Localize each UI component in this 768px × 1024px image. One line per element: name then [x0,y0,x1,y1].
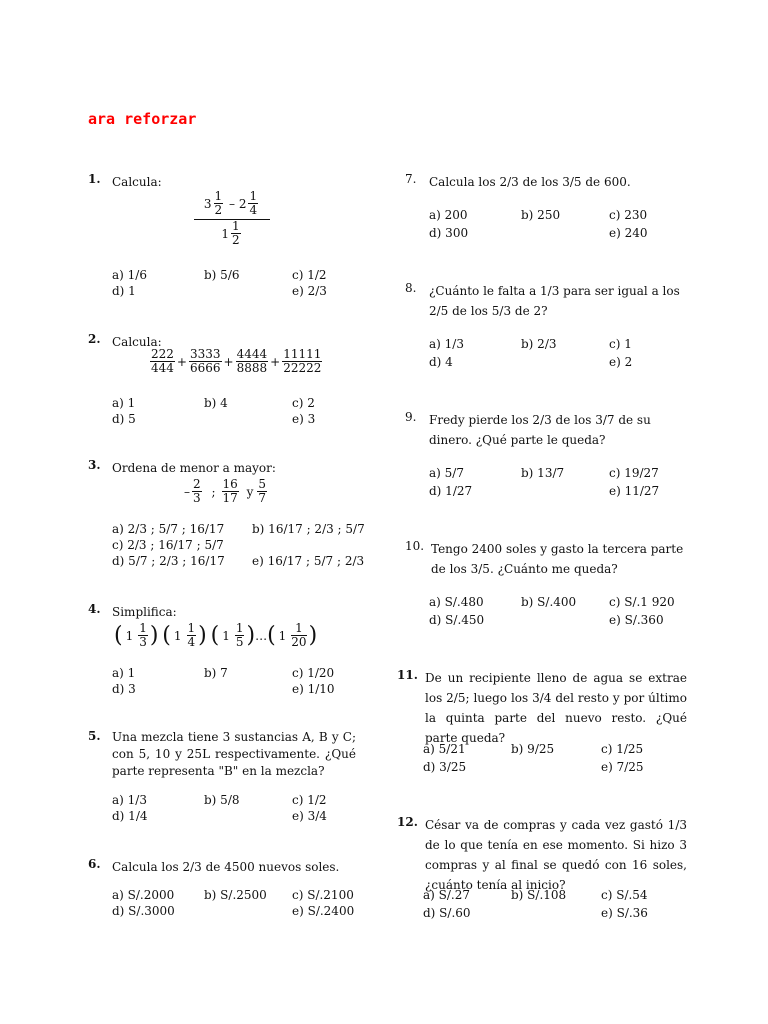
question-3 [88,458,368,573]
option-e[interactable]: e) 7/25 [601,760,644,774]
paren: ) [198,623,207,648]
option-a[interactable]: a) 1 [112,396,136,410]
option-c[interactable]: c) 2 [292,396,315,410]
question-number: 8. [405,281,417,295]
question-number: 1. [88,172,101,186]
paren: ) [149,623,159,648]
question-number: 11. [397,668,418,682]
option-d[interactable]: d) 1/4 [112,809,148,823]
option-b[interactable]: b) 2/3 [521,337,557,351]
fraction: $\frac{4444}{8888}$ [236,347,268,375]
fraction: $\frac{2}{3}$ [193,477,201,505]
option-d[interactable]: d) 5/7 ; 2/3 ; 16/17 [112,554,225,568]
question-text: César va de compras y cada vez gastó 1/3 de lo que tenía en ese momento. Si hizo 3 compras y al final se quedó con 16 soles, ¿cuánto tenía al inicio? [425,818,687,892]
option-d[interactable]: d) 4 [429,355,453,369]
math-term: 1 [222,628,230,643]
math-operator: + [270,354,281,369]
question-text: Ordena de menor a mayor: [112,461,276,475]
option-b[interactable]: b) 250 [521,208,561,222]
paren: ( [210,623,220,648]
option-b[interactable]: b) 16/17 ; 2/3 ; 5/7 [252,522,365,536]
math-term: 1 [221,226,229,241]
option-a[interactable]: a) S/.480 [429,595,484,609]
fraction: $\frac{11111}{22222}$ [283,347,322,375]
question-text: Calcula: [112,335,162,349]
question-2 [88,332,368,432]
option-e[interactable]: e) S/.360 [609,613,664,627]
question-text: Tengo 2400 soles y gasto la tercera parte de los 3/5. ¿Cuánto me queda? [431,542,684,576]
option-c[interactable]: c) 2/3 ; 16/17 ; 5/7 [112,538,224,552]
question-text: Fredy pierde los 2/3 de los 3/7 de su dinero. ¿Qué parte le queda? [429,413,651,447]
math-operator: – 2 [229,196,247,211]
fraction: $\frac{3333}{6666}$ [189,347,221,375]
conjunction: y [246,484,254,499]
fraction: $\frac{1}{3}$ [139,621,147,649]
product-expression [114,622,317,649]
option-a[interactable]: a) 1/3 [429,337,464,351]
paren: ) [308,623,318,648]
option-d[interactable]: d) 1 [112,284,136,298]
paren: ) [246,623,256,648]
option-e[interactable]: e) 1/10 [292,682,335,696]
option-d[interactable]: d) S/.3000 [112,904,175,918]
option-c[interactable]: c) 1/20 [292,666,335,680]
question-number: 7. [405,172,417,186]
math-term: 1 [173,628,182,643]
fraction: $\frac{5}{7}$ [258,477,267,505]
fraction: $\frac{1}{20}$ [291,621,307,649]
math-term: 1 [125,628,134,643]
question-text: Una mezcla tiene 3 sustancias A, B y C; con 5, 10 y 25L respectivamente. ¿Qué parte representa "B" en la mezcla? [112,730,356,778]
option-b[interactable]: b) 5/6 [204,268,240,282]
option-b[interactable]: b) 9/25 [511,742,555,756]
option-c[interactable]: c) 1 [609,337,632,351]
option-d[interactable]: d) S/.60 [423,906,471,920]
question-text: Calcula los 2/3 de los 3/5 de 600. [429,175,631,189]
question-10 [405,539,695,639]
paren: ( [267,623,276,648]
question-8 [405,281,695,381]
question-text: Simplifica: [112,605,177,619]
option-e[interactable]: e) 3 [292,412,316,426]
question-4 [88,602,368,702]
question-number: 6. [88,857,101,871]
question-number: 9. [405,410,417,424]
option-c[interactable]: c) S/.2100 [292,888,354,902]
option-d[interactable]: d) 3 [112,682,136,696]
option-b[interactable]: b) S/.108 [511,888,567,902]
fraction: $\frac{1}{4}$ [249,189,258,217]
option-a[interactable]: a) S/.2000 [112,888,175,902]
option-b[interactable]: b) 4 [204,396,228,410]
ellipsis: … [255,628,268,643]
fraction: $\frac{1}{2}$ [232,219,240,247]
option-a[interactable]: a) 5/21 [423,742,466,756]
option-c[interactable]: c) S/.54 [601,888,648,902]
option-e[interactable]: e) 3/4 [292,809,327,823]
option-b[interactable]: b) 5/8 [204,793,240,807]
question-6 [88,857,368,927]
option-c[interactable]: c) 1/25 [601,742,644,756]
page-title: ara reforzar [88,110,197,128]
separator: ; [211,484,216,499]
question-5 [88,729,368,829]
fraction: $\frac{1}{5}$ [235,621,244,649]
math-operator: – [184,484,190,499]
option-e[interactable]: e) S/.36 [601,906,648,920]
question-number: 2. [88,332,101,346]
option-c[interactable]: c) 230 [609,208,648,222]
question-12 [397,815,697,935]
option-e[interactable]: e) 11/27 [609,484,660,498]
fraction: $\frac{16}{17}$ [222,477,238,505]
option-a[interactable]: a) 1/3 [112,793,147,807]
paren: ( [114,623,123,648]
question-11 [397,668,697,788]
option-a[interactable]: a) 1 [112,666,136,680]
math-term: 1 [278,628,287,643]
option-a[interactable]: a) S/.27 [423,888,470,902]
fraction-list [184,478,269,505]
option-b[interactable]: b) 13/7 [521,466,565,480]
question-number: 4. [88,602,101,616]
compound-fraction [194,190,270,247]
question-text: Calcula: [112,175,162,189]
option-a[interactable]: a) 5/7 [429,466,464,480]
math-term: 3 [203,196,212,211]
option-e[interactable]: e) S/.2400 [292,904,355,918]
math-operator: + [223,354,234,369]
option-b[interactable]: b) S/.2500 [204,888,267,902]
option-b[interactable]: b) 7 [204,666,228,680]
question-text: ¿Cuánto le falta a 1/3 para ser igual a los 2/5 de los 5/3 de 2? [429,284,680,318]
option-e[interactable]: e) 16/17 ; 5/7 ; 2/3 [252,554,365,568]
option-c[interactable]: c) 1/2 [292,793,327,807]
question-number: 10. [405,539,425,553]
question-7 [405,172,695,252]
option-d[interactable]: d) 300 [429,226,469,240]
fraction: $\frac{1}{4}$ [187,621,196,649]
option-e[interactable]: e) 240 [609,226,648,240]
option-a[interactable]: a) 1/6 [112,268,147,282]
question-number: 12. [397,815,418,829]
question-text: Calcula los 2/3 de 4500 nuevos soles. [112,860,340,874]
question-number: 5. [88,729,101,743]
fraction: $\frac{222}{444}$ [151,347,174,375]
question-text: De un recipiente lleno de agua se extrae los 2/5; luego los 3/4 del resto y por último la quinta parte del nuevo resto. ¿Qué parte queda? [425,671,687,745]
question-1 [88,172,368,302]
option-a[interactable]: a) 2/3 ; 5/7 ; 16/17 [112,522,225,536]
paren: ( [162,623,171,648]
option-a[interactable]: a) 200 [429,208,468,222]
option-d[interactable]: d) 5 [112,412,136,426]
option-d[interactable]: d) 3/25 [423,760,467,774]
option-b[interactable]: b) S/.400 [521,595,577,609]
option-c[interactable]: c) S/.1 920 [609,595,675,609]
fraction: $\frac{1}{2}$ [214,189,223,217]
fraction-sum [148,348,324,375]
question-number: 3. [88,458,101,472]
option-c[interactable]: c) 1/2 [292,268,327,282]
option-c[interactable]: c) 19/27 [609,466,659,480]
question-9 [405,410,695,510]
option-e[interactable]: e) 2/3 [292,284,327,298]
math-operator: + [176,354,187,369]
option-d[interactable]: d) S/.450 [429,613,485,627]
option-e[interactable]: e) 2 [609,355,633,369]
option-d[interactable]: d) 1/27 [429,484,473,498]
